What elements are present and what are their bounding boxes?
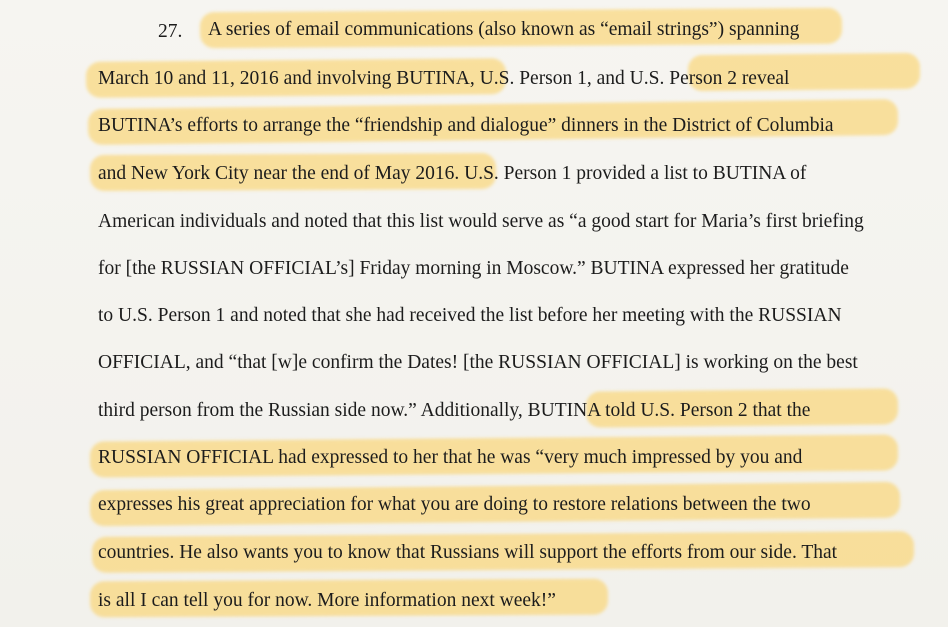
text-line-7: to U.S. Person 1 and noted that she had received the list before her meeting with the RUSSIAN [98,305,842,326]
text-line-10: RUSSIAN OFFICIAL had expressed to her that he was “very much impressed by you and [98,447,803,468]
text-line-8: OFFICIAL, and “that [w]e confirm the Dates! [the RUSSIAN OFFICIAL] is working on the best [98,352,858,373]
text-line-5: American individuals and noted that this list would serve as “a good start for Maria’s first briefing [98,211,864,232]
text-line-4: and New York City near the end of May 2016. U.S. Person 1 provided a list to BUTINA of [98,163,807,184]
text-line-11: expresses his great appreciation for what you are doing to restore relations between the two [98,494,811,515]
paragraph-number: 27. [158,21,183,42]
text-line-12: countries. He also wants you to know that Russians will support the efforts from our side. That [98,542,838,563]
text-line-9: third person from the Russian side now.” Additionally, BUTINA told U.S. Person 2 that the [98,400,811,421]
text-line-3: BUTINA’s efforts to arrange the “friendship and dialogue” dinners in the District of Columbia [98,115,834,136]
text-line-1: A series of email communications (also known as “email strings”) spanning [208,19,800,40]
text-line-2: March 10 and 11, 2016 and involving BUTINA, U.S. Person 1, and U.S. Person 2 reveal [98,68,790,89]
text-line-6: for [the RUSSIAN OFFICIAL’s] Friday morning in Moscow.” BUTINA expressed her gratitude [98,258,849,279]
text-line-13: is all I can tell you for now. More information next week!” [98,590,556,611]
